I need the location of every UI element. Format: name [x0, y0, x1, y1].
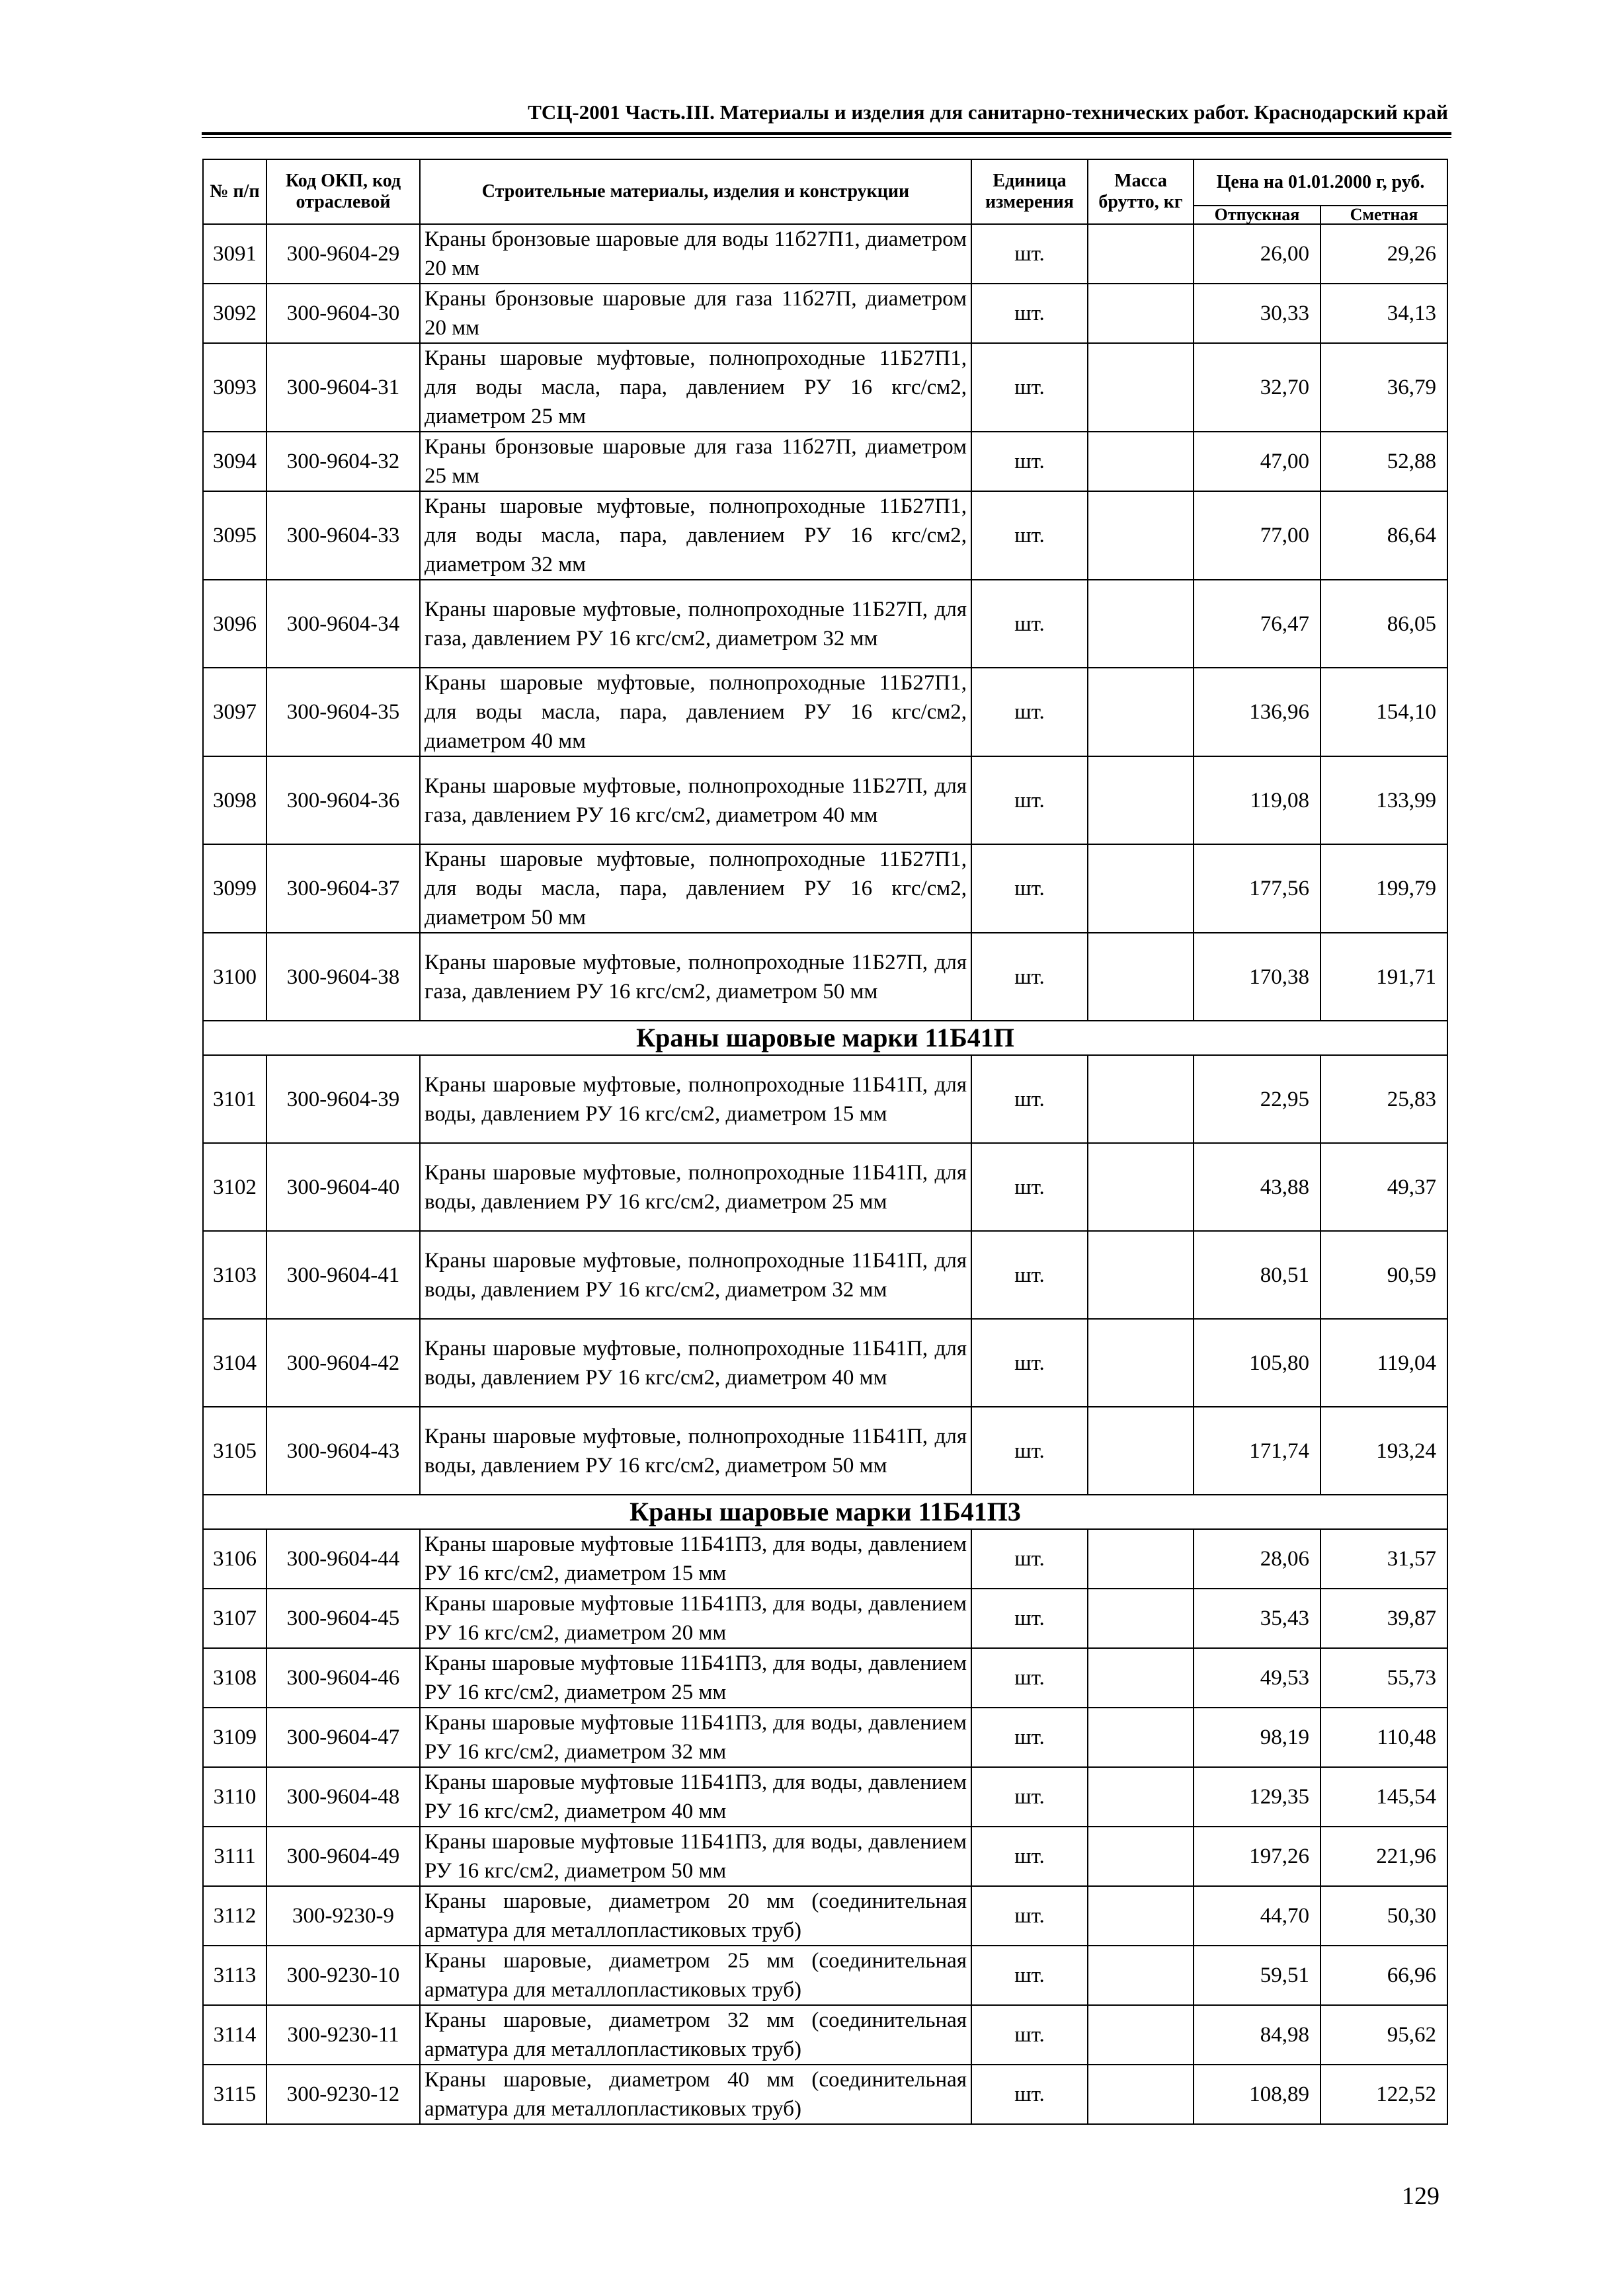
cell-description: Краны шаровые муфтовые 11Б41П3, для воды, давлением РУ 16 кгс/см2, диаметром 15 мм — [420, 1529, 971, 1589]
section-row — [203, 1021, 1447, 1055]
cell-price-release: 129,35 — [1194, 1767, 1320, 1827]
cell-price-release: 59,51 — [1194, 1946, 1320, 2005]
cell-num: 3111 — [203, 1827, 266, 1886]
cell-num: 3099 — [203, 844, 266, 933]
col-header-unit: Единица измерения — [971, 159, 1088, 224]
cell-code: 300-9604-32 — [266, 432, 420, 491]
cell-unit: шт. — [971, 1827, 1088, 1886]
cell-mass — [1088, 1055, 1194, 1143]
cell-code: 300-9230-9 — [266, 1886, 420, 1946]
cell-unit: шт. — [971, 284, 1088, 343]
cell-mass — [1088, 580, 1194, 668]
cell-price-release: 177,56 — [1194, 844, 1320, 933]
table-row — [203, 1055, 1447, 1143]
cell-description: Краны шаровые муфтовые, полнопроходные 11Б27П, для газа, давлением РУ 16 кгс/см2, диаметром 50 мм — [420, 933, 971, 1021]
cell-unit: шт. — [971, 432, 1088, 491]
cell-description: Краны шаровые, диаметром 20 мм (соединительная арматура для металлопластиковых труб) — [420, 1886, 971, 1946]
cell-description: Краны шаровые муфтовые, полнопроходные 11Б27П1, для воды масла, пара, давлением РУ 16 кгс/см2, диаметром 40 мм — [420, 668, 971, 756]
cell-code: 300-9604-36 — [266, 756, 420, 844]
cell-num: 3092 — [203, 284, 266, 343]
cell-code: 300-9604-34 — [266, 580, 420, 668]
cell-num: 3114 — [203, 2005, 266, 2065]
cell-price-release: 22,95 — [1194, 1055, 1320, 1143]
cell-price-estimate: 193,24 — [1320, 1407, 1447, 1495]
cell-mass — [1088, 1648, 1194, 1708]
cell-description: Краны шаровые, диаметром 40 мм (соединительная арматура для металлопластиковых труб) — [420, 2065, 971, 2124]
cell-num: 3105 — [203, 1407, 266, 1495]
cell-code: 300-9604-30 — [266, 284, 420, 343]
page-header-title: ТСЦ-2001 Часть.III. Материалы и изделия для санитарно-технических работ. Краснодарский край — [528, 100, 1448, 124]
cell-num: 3101 — [203, 1055, 266, 1143]
cell-mass — [1088, 224, 1194, 284]
cell-price-release: 44,70 — [1194, 1886, 1320, 1946]
cell-unit: шт. — [971, 933, 1088, 1021]
cell-mass — [1088, 1231, 1194, 1319]
cell-num: 3091 — [203, 224, 266, 284]
cell-num: 3107 — [203, 1589, 266, 1648]
cell-description: Краны шаровые муфтовые 11Б41П3, для воды, давлением РУ 16 кгс/см2, диаметром 32 мм — [420, 1708, 971, 1767]
cell-description: Краны шаровые, диаметром 32 мм (соединительная арматура для металлопластиковых труб) — [420, 2005, 971, 2065]
cell-code: 300-9604-47 — [266, 1708, 420, 1767]
cell-description: Краны шаровые, диаметром 25 мм (соединительная арматура для металлопластиковых труб) — [420, 1946, 971, 2005]
cell-unit: шт. — [971, 756, 1088, 844]
cell-price-estimate: 50,30 — [1320, 1886, 1447, 1946]
cell-mass — [1088, 2065, 1194, 2124]
cell-mass — [1088, 933, 1194, 1021]
table-row — [203, 2005, 1447, 2065]
table-row — [203, 756, 1447, 844]
cell-price-release: 30,33 — [1194, 284, 1320, 343]
cell-mass — [1088, 491, 1194, 580]
cell-code: 300-9604-46 — [266, 1648, 420, 1708]
cell-mass — [1088, 756, 1194, 844]
table-row — [203, 343, 1447, 432]
cell-num: 3096 — [203, 580, 266, 668]
cell-unit: шт. — [971, 1231, 1088, 1319]
cell-description: Краны шаровые муфтовые 11Б41П3, для воды, давлением РУ 16 кгс/см2, диаметром 20 мм — [420, 1589, 971, 1648]
price-table — [202, 159, 1448, 2125]
cell-unit: шт. — [971, 1886, 1088, 1946]
cell-unit: шт. — [971, 1319, 1088, 1407]
cell-unit: шт. — [971, 1648, 1088, 1708]
cell-num: 3110 — [203, 1767, 266, 1827]
cell-description: Краны шаровые муфтовые 11Б41П3, для воды, давлением РУ 16 кгс/см2, диаметром 50 мм — [420, 1827, 971, 1886]
table-row — [203, 432, 1447, 491]
cell-price-release: 108,89 — [1194, 2065, 1320, 2124]
cell-price-release: 47,00 — [1194, 432, 1320, 491]
table-row — [203, 1143, 1447, 1231]
cell-description: Краны шаровые муфтовые, полнопроходные 11Б27П, для газа, давлением РУ 16 кгс/см2, диаметром 32 мм — [420, 580, 971, 668]
cell-price-release: 35,43 — [1194, 1589, 1320, 1648]
cell-description: Краны шаровые муфтовые 11Б41П3, для воды, давлением РУ 16 кгс/см2, диаметром 25 мм — [420, 1648, 971, 1708]
cell-price-estimate: 110,48 — [1320, 1708, 1447, 1767]
cell-num: 3097 — [203, 668, 266, 756]
cell-num: 3112 — [203, 1886, 266, 1946]
col-header-price-release: Отпускная — [1194, 206, 1320, 224]
cell-code: 300-9230-11 — [266, 2005, 420, 2065]
cell-description: Краны шаровые муфтовые, полнопроходные 11Б27П1, для воды масла, пара, давлением РУ 16 кгс/см2, диаметром 50 мм — [420, 844, 971, 933]
cell-unit: шт. — [971, 1055, 1088, 1143]
cell-mass — [1088, 1319, 1194, 1407]
cell-description: Краны бронзовые шаровые для воды 11б27П1, диаметром 20 мм — [420, 224, 971, 284]
table-row — [203, 1886, 1447, 1946]
cell-unit: шт. — [971, 1946, 1088, 2005]
cell-code: 300-9604-41 — [266, 1231, 420, 1319]
cell-mass — [1088, 1827, 1194, 1886]
header-divider — [202, 132, 1451, 138]
cell-code: 300-9604-35 — [266, 668, 420, 756]
cell-unit: шт. — [971, 580, 1088, 668]
cell-unit: шт. — [971, 1589, 1088, 1648]
col-header-desc: Строительные материалы, изделия и конструкции — [420, 159, 971, 224]
cell-code: 300-9604-45 — [266, 1589, 420, 1648]
cell-description: Краны шаровые муфтовые, полнопроходные 11Б27П, для газа, давлением РУ 16 кгс/см2, диаметром 40 мм — [420, 756, 971, 844]
cell-unit: шт. — [971, 1407, 1088, 1495]
cell-code: 300-9604-49 — [266, 1827, 420, 1886]
cell-code: 300-9604-38 — [266, 933, 420, 1021]
cell-num: 3100 — [203, 933, 266, 1021]
cell-description: Краны шаровые муфтовые, полнопроходные 11Б41П, для воды, давлением РУ 16 кгс/см2, диаметром 15 мм — [420, 1055, 971, 1143]
cell-code: 300-9604-37 — [266, 844, 420, 933]
cell-code: 300-9230-10 — [266, 1946, 420, 2005]
cell-description: Краны шаровые муфтовые, полнопроходные 11Б41П, для воды, давлением РУ 16 кгс/см2, диаметром 32 мм — [420, 1231, 971, 1319]
cell-price-estimate: 95,62 — [1320, 2005, 1447, 2065]
cell-unit: шт. — [971, 2065, 1088, 2124]
cell-price-release: 49,53 — [1194, 1648, 1320, 1708]
table-row — [203, 1407, 1447, 1495]
cell-description: Краны шаровые муфтовые, полнопроходные 11Б41П, для воды, давлением РУ 16 кгс/см2, диаметром 50 мм — [420, 1407, 971, 1495]
cell-mass — [1088, 668, 1194, 756]
cell-code: 300-9230-12 — [266, 2065, 420, 2124]
cell-num: 3102 — [203, 1143, 266, 1231]
cell-price-release: 98,19 — [1194, 1708, 1320, 1767]
cell-mass — [1088, 343, 1194, 432]
col-header-mass: Масса брутто, кг — [1088, 159, 1194, 224]
cell-price-release: 43,88 — [1194, 1143, 1320, 1231]
cell-price-estimate: 39,87 — [1320, 1589, 1447, 1648]
table-row — [203, 2065, 1447, 2124]
cell-code: 300-9604-29 — [266, 224, 420, 284]
cell-price-release: 28,06 — [1194, 1529, 1320, 1589]
cell-price-estimate: 221,96 — [1320, 1827, 1447, 1886]
cell-mass — [1088, 1529, 1194, 1589]
cell-unit: шт. — [971, 224, 1088, 284]
cell-unit: шт. — [971, 668, 1088, 756]
cell-mass — [1088, 844, 1194, 933]
col-header-num: № п/п — [203, 159, 266, 224]
cell-num: 3098 — [203, 756, 266, 844]
cell-price-release: 197,26 — [1194, 1827, 1320, 1886]
cell-code: 300-9604-33 — [266, 491, 420, 580]
cell-price-release: 80,51 — [1194, 1231, 1320, 1319]
col-header-price-estimate: Сметная — [1320, 206, 1447, 224]
cell-price-estimate: 34,13 — [1320, 284, 1447, 343]
cell-price-estimate: 145,54 — [1320, 1767, 1447, 1827]
cell-unit: шт. — [971, 2005, 1088, 2065]
cell-code: 300-9604-31 — [266, 343, 420, 432]
cell-price-estimate: 25,83 — [1320, 1055, 1447, 1143]
table-row — [203, 1319, 1447, 1407]
cell-unit: шт. — [971, 491, 1088, 580]
cell-price-release: 119,08 — [1194, 756, 1320, 844]
cell-mass — [1088, 1407, 1194, 1495]
cell-code: 300-9604-43 — [266, 1407, 420, 1495]
cell-unit: шт. — [971, 1529, 1088, 1589]
cell-price-estimate: 199,79 — [1320, 844, 1447, 933]
cell-unit: шт. — [971, 1767, 1088, 1827]
cell-price-release: 105,80 — [1194, 1319, 1320, 1407]
cell-code: 300-9604-44 — [266, 1529, 420, 1589]
cell-num: 3095 — [203, 491, 266, 580]
table-row — [203, 668, 1447, 756]
col-header-code: Код ОКП, код отраслевой — [266, 159, 420, 224]
cell-price-estimate: 66,96 — [1320, 1946, 1447, 2005]
cell-code: 300-9604-48 — [266, 1767, 420, 1827]
cell-price-estimate: 36,79 — [1320, 343, 1447, 432]
cell-mass — [1088, 1946, 1194, 2005]
cell-description: Краны бронзовые шаровые для газа 11б27П, диаметром 20 мм — [420, 284, 971, 343]
cell-price-estimate: 119,04 — [1320, 1319, 1447, 1407]
cell-unit: шт. — [971, 343, 1088, 432]
cell-price-release: 26,00 — [1194, 224, 1320, 284]
cell-price-estimate: 133,99 — [1320, 756, 1447, 844]
table-row — [203, 1529, 1447, 1589]
cell-price-release: 77,00 — [1194, 491, 1320, 580]
table-row — [203, 933, 1447, 1021]
cell-mass — [1088, 2005, 1194, 2065]
cell-price-estimate: 31,57 — [1320, 1529, 1447, 1589]
table-row — [203, 1231, 1447, 1319]
cell-mass — [1088, 1589, 1194, 1648]
cell-price-estimate: 86,64 — [1320, 491, 1447, 580]
table-row — [203, 1827, 1447, 1886]
cell-num: 3106 — [203, 1529, 266, 1589]
cell-price-estimate: 122,52 — [1320, 2065, 1447, 2124]
cell-mass — [1088, 1143, 1194, 1231]
table-row — [203, 491, 1447, 580]
cell-num: 3093 — [203, 343, 266, 432]
table-row — [203, 224, 1447, 284]
cell-price-estimate: 86,05 — [1320, 580, 1447, 668]
cell-code: 300-9604-40 — [266, 1143, 420, 1231]
cell-price-estimate: 154,10 — [1320, 668, 1447, 756]
cell-num: 3094 — [203, 432, 266, 491]
cell-price-release: 84,98 — [1194, 2005, 1320, 2065]
section-row — [203, 1495, 1447, 1529]
cell-num: 3103 — [203, 1231, 266, 1319]
cell-description: Краны шаровые муфтовые, полнопроходные 11Б27П1, для воды масла, пара, давлением РУ 16 кгс/см2, диаметром 25 мм — [420, 343, 971, 432]
cell-description: Краны шаровые муфтовые 11Б41П3, для воды, давлением РУ 16 кгс/см2, диаметром 40 мм — [420, 1767, 971, 1827]
cell-price-release: 171,74 — [1194, 1407, 1320, 1495]
cell-price-estimate: 55,73 — [1320, 1648, 1447, 1708]
cell-price-release: 170,38 — [1194, 933, 1320, 1021]
cell-description: Краны шаровые муфтовые, полнопроходные 11Б41П, для воды, давлением РУ 16 кгс/см2, диаметром 40 мм — [420, 1319, 971, 1407]
cell-mass — [1088, 1708, 1194, 1767]
cell-unit: шт. — [971, 1143, 1088, 1231]
cell-description: Краны шаровые муфтовые, полнопроходные 11Б41П, для воды, давлением РУ 16 кгс/см2, диаметром 25 мм — [420, 1143, 971, 1231]
table-header — [203, 159, 1447, 224]
table-row — [203, 1589, 1447, 1648]
cell-price-estimate: 90,59 — [1320, 1231, 1447, 1319]
cell-code: 300-9604-42 — [266, 1319, 420, 1407]
table-row — [203, 844, 1447, 933]
cell-num: 3115 — [203, 2065, 266, 2124]
cell-unit: шт. — [971, 1708, 1088, 1767]
cell-num: 3109 — [203, 1708, 266, 1767]
cell-num: 3108 — [203, 1648, 266, 1708]
cell-unit: шт. — [971, 844, 1088, 933]
table-row — [203, 1708, 1447, 1767]
cell-num: 3113 — [203, 1946, 266, 2005]
cell-mass — [1088, 1767, 1194, 1827]
cell-price-estimate: 52,88 — [1320, 432, 1447, 491]
section-title: Краны шаровые марки 11Б41П3 — [203, 1495, 1447, 1529]
cell-price-release: 32,70 — [1194, 343, 1320, 432]
table-row — [203, 1767, 1447, 1827]
cell-code: 300-9604-39 — [266, 1055, 420, 1143]
table-row — [203, 580, 1447, 668]
page-number: 129 — [1402, 2182, 1440, 2210]
cell-price-estimate: 29,26 — [1320, 224, 1447, 284]
cell-num: 3104 — [203, 1319, 266, 1407]
table-body — [203, 224, 1447, 2124]
col-header-price-group: Цена на 01.01.2000 г, руб. — [1194, 159, 1447, 206]
cell-price-estimate: 49,37 — [1320, 1143, 1447, 1231]
cell-mass — [1088, 284, 1194, 343]
cell-mass — [1088, 1886, 1194, 1946]
cell-description: Краны бронзовые шаровые для газа 11б27П, диаметром 25 мм — [420, 432, 971, 491]
table-row — [203, 1648, 1447, 1708]
cell-price-estimate: 191,71 — [1320, 933, 1447, 1021]
cell-description: Краны шаровые муфтовые, полнопроходные 11Б27П1, для воды масла, пара, давлением РУ 16 кгс/см2, диаметром 32 мм — [420, 491, 971, 580]
cell-price-release: 136,96 — [1194, 668, 1320, 756]
cell-price-release: 76,47 — [1194, 580, 1320, 668]
section-title: Краны шаровые марки 11Б41П — [203, 1021, 1447, 1055]
table-row — [203, 1946, 1447, 2005]
cell-mass — [1088, 432, 1194, 491]
table-row — [203, 284, 1447, 343]
